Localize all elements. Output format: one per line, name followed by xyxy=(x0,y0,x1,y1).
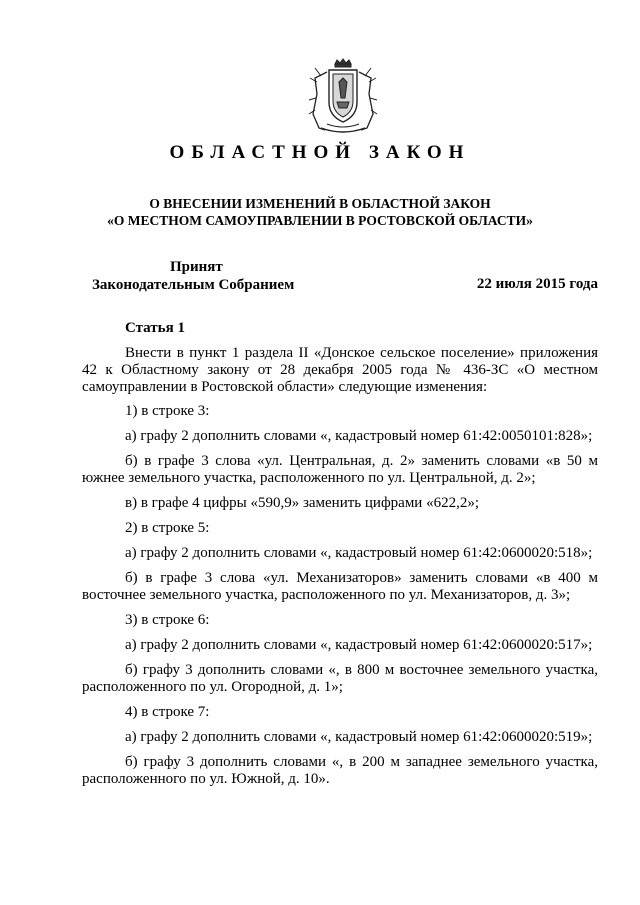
paragraph: б) в графе 3 слова «ул. Механизаторов» заменить словами «в 400 м восточнее земельного участка, расположенного по ул. Механизаторов, д. 3»; xyxy=(82,570,598,603)
paragraph: в) в графе 4 цифры «590,9» заменить цифрами «622,2»; xyxy=(125,495,480,511)
adoption-block xyxy=(92,258,294,294)
paragraph: 1) в строке 3: xyxy=(125,403,210,419)
paragraph: 3) в строке 6: xyxy=(125,612,210,628)
paragraph: 4) в строке 7: xyxy=(125,704,210,720)
document-title: ОБЛАСТНОЙ ЗАКОН xyxy=(169,142,471,163)
subtitle-line: «О МЕСТНОМ САМОУПРАВЛЕНИИ В РОСТОВСКОЙ ОБЛАСТИ» xyxy=(107,213,533,228)
adoption-body: Законодательным Собранием xyxy=(92,277,295,293)
paragraph: б) в графе 3 слова «ул. Центральная, д. 2» заменить словами «в 50 м южнее земельного участка, расположенного по ул. Центральной, д. 2»; xyxy=(82,453,598,486)
paragraph: а) графу 2 дополнить словами «, кадастровый номер 61:42:0600020:517»; xyxy=(125,637,593,653)
document-subtitle xyxy=(0,195,640,229)
article-body xyxy=(82,345,598,796)
paragraph: а) графу 2 дополнить словами «, кадастровый номер 61:42:0600020:519»; xyxy=(125,729,593,745)
adoption-date: 22 июля 2015 года xyxy=(476,276,598,292)
subtitle-line: О ВНЕСЕНИИ ИЗМЕНЕНИЙ В ОБЛАСТНОЙ ЗАКОН xyxy=(149,196,491,211)
paragraph: Внести в пункт 1 раздела II «Донское сельское поселение» приложения 42 к Областному закону от 28 декабря 2005 года № 436-ЗС «О местном самоуправлении в Ростовской области» следующие изменения: xyxy=(82,345,598,395)
coat-of-arms-icon xyxy=(307,58,379,136)
paragraph: б) графу 3 дополнить словами «, в 200 м западнее земельного участка, расположенного по ул. Южной, д. 10». xyxy=(82,754,598,787)
paragraph: 2) в строке 5: xyxy=(125,520,210,536)
article-heading: Статья 1 xyxy=(125,320,185,336)
paragraph: а) графу 2 дополнить словами «, кадастровый номер 61:42:0050101:828»; xyxy=(125,428,593,444)
paragraph: а) графу 2 дополнить словами «, кадастровый номер 61:42:0600020:518»; xyxy=(125,545,593,561)
adoption-label: Принят xyxy=(170,259,223,275)
paragraph: б) графу 3 дополнить словами «, в 800 м восточнее земельного участка, расположенного по ул. Огородной, д. 1»; xyxy=(82,662,598,695)
